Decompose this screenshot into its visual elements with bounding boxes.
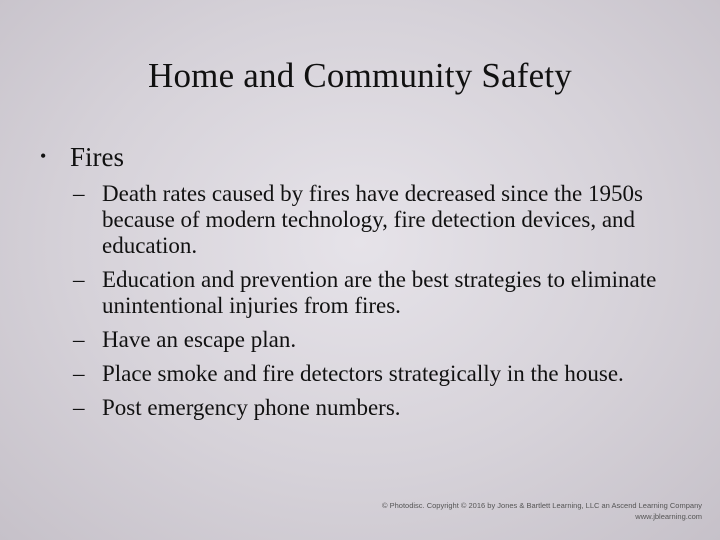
dash-marker: – — [73, 181, 85, 206]
dash-marker: – — [73, 395, 85, 420]
subitem — [73, 361, 693, 387]
bullet-marker: • — [40, 146, 47, 166]
subitem-text: Post emergency phone numbers. — [102, 395, 401, 420]
subitem — [73, 181, 693, 259]
dash-marker: – — [73, 361, 85, 386]
slide-title: Home and Community Safety — [148, 56, 572, 95]
bullet-text: Fires — [70, 142, 124, 172]
subitem — [73, 395, 693, 421]
subitem — [73, 327, 693, 353]
subitem-list — [73, 181, 693, 429]
bullet-item-fires — [40, 138, 124, 175]
dash-marker: – — [73, 327, 85, 352]
subitem-text: Place smoke and fire detectors strategically in the house. — [102, 361, 624, 386]
copyright-text: © Photodisc. Copyright © 2016 by Jones & Bartlett Learning, LLC an Ascend Learning Company — [382, 501, 702, 510]
subitem-text: Death rates caused by fires have decreased since the 1950s because of modern technology, fire detection devices, and education. — [102, 181, 643, 258]
subitem — [73, 267, 693, 319]
copyright-notice — [282, 500, 702, 522]
subitem-text: Education and prevention are the best strategies to eliminate unintentional injuries from fires. — [102, 267, 657, 318]
subitem-text: Have an escape plan. — [102, 327, 297, 352]
dash-marker: – — [73, 267, 85, 292]
publisher-url: www.jblearning.com — [635, 512, 702, 521]
